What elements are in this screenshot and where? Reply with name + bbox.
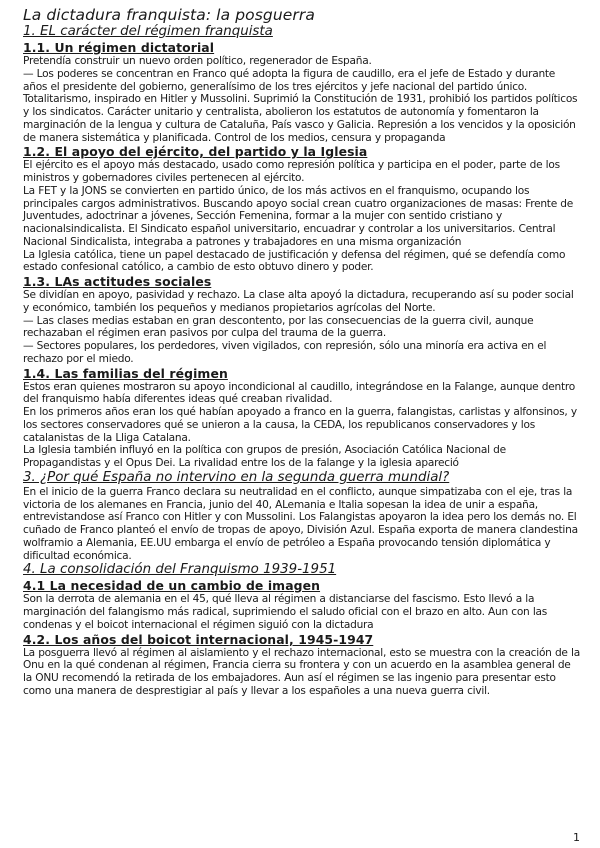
section-1-heading: 1. EL carácter del régimen franquista (23, 24, 273, 39)
section-3-heading: 3. ¿Por qué España no intervino en la segunda guerra mundial? (23, 469, 450, 485)
page-number: 1 (573, 831, 580, 844)
paragraph: La Iglesia también influyó en la política con grupos de presión, Asociación Católica Nacional de Propagandistas y el Opus Dei. La rivalidad entre los de la falange y la iglesia apareció (23, 444, 506, 469)
paragraph: El ejército es el apoyo más destacado, usado como represión política y participa en el poder, parte de los ministros y gobernadores civiles pertenecen al ejército. (23, 159, 560, 184)
section-4-1-heading: 4.1 La necesidad de un cambio de imagen (23, 578, 321, 594)
paragraph: — Las clases medias estaban en gran descontento, por las consecuencias de la guerra civil, aunque rechazaban el régimen eran pasivos por culpa del trauma de la guerra. (23, 314, 534, 340)
section-1-4-heading: 1.4. Las familias del régimen (23, 365, 228, 381)
paragraph: La Iglesia católica, tiene un papel destacado de justificación y defensa del régimen, qué se defendía como estado confesional católico, a cambio de esto obtuvo dinero y poder. (23, 248, 566, 274)
section-1-2-heading: 1.2. El apoyo del ejército, del partido y la Iglesia (23, 144, 368, 160)
paragraph: La posguerra llevó al régimen al aislamiento y el rechazo internacional, esto se muestra con la creación de la Onu en la qué condenan al régimen, Francia cierra su frontera y con un acuerdo en la asamblea general de la ONU recomendó la retirada de los embajadores. Aun así el régimen se las ingenio para presentar esto como una manera de desprestigiar al país y llevar a los españoles a una nueva guerra civil. (23, 646, 580, 697)
paragraph: — Los poderes se concentran en Franco qué adopta la figura de caudillo, era el jefe de Estado y durante años el presidente del gobierno, generalísimo de los tres ejércitos y jefe nacional del partido único. Totalitarismo, inspirado en Hitler y Mussolini. Suprimió la Constitución de 1931, prohibió los partidos políticos y los sindicatos. Carácter unitario y centralista, abolieron los estatutos de autonomía y fomentaron la marginación de la lengua y cultura de Cataluña, País vasco y Galicia. Represión a los vencidos y la oposición de manera sistemática y planificada. Control de los medios, censura y propaganda (23, 67, 578, 144)
paragraph: Son la derrota de alemania en el 45, qué lleva al régimen a distanciarse del fascismo. Esto llevó a la marginación del falangismo más radical, suprimiendo el saludo oficial con el brazo en alto. Aun con las condenas y el boicot internacional el régimen siguió con la dictadura (23, 593, 548, 631)
section-4-2-heading: 4.2. Los años del boicot internacional, 1945-1947 (23, 631, 374, 647)
paragraph: Pretendía construir un nuevo orden político, regenerador de España. (23, 55, 372, 67)
section-4-heading: 4. La consolidación del Franquismo 1939-1951 (23, 562, 337, 578)
paragraph: Se dividían en apoyo, pasividad y rechazo. La clase alta apoyó la dictadura, recuperando así su poder social y económico, también los pequeños y medianos propietarios agrícolas del Norte. (23, 289, 574, 314)
paragraph: Estos eran quienes mostraron su apoyo incondicional al caudillo, integrándose en la Falange, aunque dentro del franquismo había diferentes ideas qué creaban rivalidad. (23, 380, 575, 406)
section-1-1-heading: 1.1. Un régimen dictatorial (23, 40, 215, 55)
document-title: La dictadura franquista: la posguerra (23, 6, 315, 24)
paragraph: En el inicio de la guerra Franco declara su neutralidad en el conflicto, aunque simpatizaba con el eje, tras la victoria de los alemanes en Francia, junio del 40, ALemania e Italia sopesan la idea de unir a españa, entrevistandose así Franco con Hitler y con Mussolini. Los Falangistas apoyaron la idea pero los demás no. El cuñado de Franco planteó el envío de tropas de apoyo, División Azul. España exporta de manera clandestina wolframio a Alemania, EE.UU embarga el envío de petróleo a España provocando tensión diplomática y dificultad económica. (23, 485, 578, 562)
paragraph: En los primeros años eran los qué habían apoyado a franco en la guerra, falangistas, carlistas y alfonsinos, y los sectores conservadores qué se unieron a la causa, la CEDA, los republicanos conservadores y los catalanistas de la Lliga Catalana. (23, 406, 577, 444)
section-1-3-heading: 1.3. LAs actitudes sociales (23, 274, 212, 289)
paragraph: — Sectores populares, los perdedores, viven vigilados, con represión, sólo una minoría era activa en el rechazo por el miedo. (23, 340, 547, 365)
paragraph: La FET y la JONS se convierten en partido único, de los más activos en el franquismo, ocupando los principales cargos administrativos. Buscando apoyo social crean cuatro organizaciones de masas: Frente de Juventudes, adoctrinar a jóvenes, Sección Femenina, formar a la mujer con sentido cristiano y nacionalsindicalista. El Sindicato español universitario, encuadrar y controlar a los universitarios. Central Nacional Sindicalista, integraba a patrones y trabajadores en una misma organización (23, 184, 574, 248)
